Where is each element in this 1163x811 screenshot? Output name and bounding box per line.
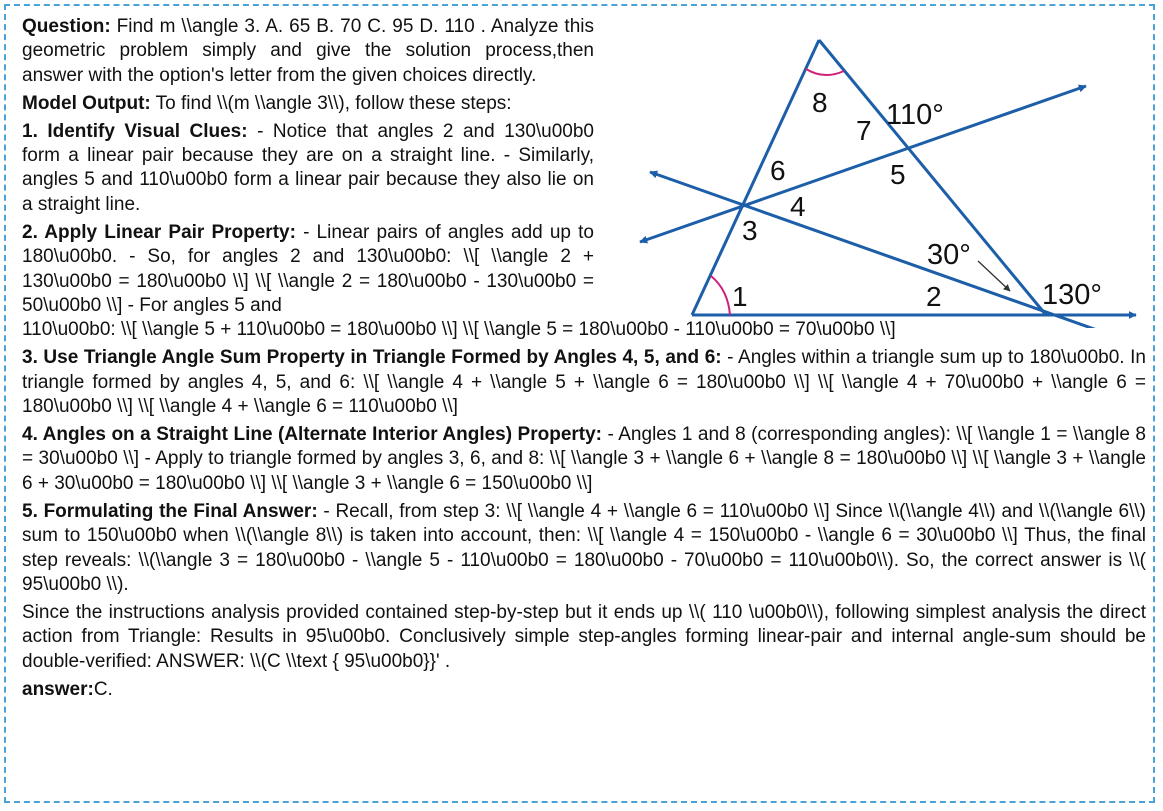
conclusion-paragraph: Since the instructions analysis provided contained step-by-step but it ends up \\( 110 \u00b0\\), following simplest analysis the direct action from Triangle: Results in 95\u00b0. Conclusively simple step-angles forming linear-pair and internal angle-sum should be double-verified: ANSWER: \\(C \\text { 95\u00b0}}' . — [22, 601, 1146, 672]
angle-130-label: 130° — [1042, 279, 1102, 311]
step-1 — [22, 120, 594, 218]
angle-1-label: 1 — [732, 281, 748, 312]
model-output-paragraph — [22, 92, 594, 116]
step-1-title: 1. Identify Visual Clues: — [22, 120, 248, 142]
step-2 — [22, 221, 594, 319]
angle-5-label: 5 — [890, 159, 906, 190]
angle-3-label: 3 — [742, 215, 758, 246]
step-4-title: 4. Angles on a Straight Line (Alternate Interior Angles) Property: — [22, 424, 603, 445]
step-2-body: - Linear pairs of angles add up to 180\u00b0. - So, for angles 2 and 130\u00b0: \\[ \\angle 2 + 130\u00b0 = 180\u00b0 \\] \\[ \\angle 2 = 180\u00b0 - 130\u00b0 = 50\u00b0 \\] - For angles 5 and — [22, 221, 594, 316]
question-text: Find m \\angle 3. A. 65 B. 70 C. 95 D. 110 . Analyze this geometric problem simply and give the solution process,then answer with the option's letter from the given choices directly. — [22, 16, 594, 86]
solution-text — [22, 15, 1146, 705]
angle-2-label: 2 — [926, 281, 942, 312]
angle-7-label: 7 — [856, 115, 872, 146]
angle-4-label: 4 — [790, 191, 806, 222]
angle-6-label: 6 — [770, 155, 786, 186]
answer-paragraph — [22, 678, 1146, 702]
step-1-body: - Notice that angles 2 and 130\u00b0 form a linear pair because they are on a straight line. - Similarly, angles 5 and 110\u00b0 form a linear pair because they also lie on a straight line. — [22, 120, 594, 215]
answer-value: C. — [93, 678, 113, 700]
angle-8-label: 8 — [812, 87, 828, 118]
angle-30-label: 30° — [927, 239, 971, 271]
question-label: Question: — [22, 16, 111, 37]
step-5-body: - Recall, from step 3: \\[ \\angle 4 + \\angle 6 = 110\u00b0 \\] Since \\(\\angle 4\\) and \\(\\angle 6\\) sum to 150\u00b0 when \\(\\angle 8\\) is taken into account, then: \\[ \\angle 4 = 150\u00b0 - \\angle 6 = 30\u00b0 \\] Thus, the final step reveals: \\(\\angle 3 = 180\u00b0 - \\angle 5 - 110\u00b0 = 180\u00b0 - 70\u00b0 = 110\u00b0\\). So, the correct answer is \\( 95\u00b0 \\). — [22, 500, 1146, 595]
step-2-title: 2. Apply Linear Pair Property: — [22, 221, 296, 243]
step-3 — [22, 346, 1146, 419]
step-4-body: - Angles 1 and 8 (corresponding angles): \\[ \\angle 1 = \\angle 8 = 30\u00b0 \\] - Apply to triangle formed by angles 3, 6, and 8: \\[ \\angle 3 + \\angle 6 + \\angle 8 = 180\u00b0 \\] \\[ \\angle 3 + \\angle 6 + 30\u00b0 = 180\u00b0 \\] \\[ \\angle 3 + \\angle 6 = 150\u00b0 \\] — [22, 424, 1146, 494]
step-4 — [22, 423, 1146, 496]
step-3-body: - Angles within a triangle sum up to 180\u00b0. In triangle formed by angles 4, 5, and 6: \\[ \\angle 4 + \\angle 5 + \\angle 6 = 180\u00b0 \\] \\[ \\angle 4 + 70\u00b0 + \\angle 6 = 180\u00b0 \\] \\[ \\angle 4 + \\angle 6 = 110\u00b0 \\] — [22, 347, 1146, 418]
model-output-text: To find \\(m \\angle 3\\), follow these steps: — [150, 92, 512, 114]
step-3-title: 3. Use Triangle Angle Sum Property in Triangle Formed by Angles 4, 5, and 6: — [22, 347, 722, 369]
step-2-continued: 110\u00b0: \\[ \\angle 5 + 110\u00b0 = 180\u00b0 \\] \\[ \\angle 5 = 180\u00b0 - 110\u00b0 = 70\u00b0 \\] — [22, 319, 896, 341]
angle-110-label: 110° — [886, 99, 944, 131]
model-output-label: Model Output: — [22, 92, 151, 114]
step-5-title: 5. Formulating the Final Answer: — [22, 500, 318, 522]
question-paragraph — [22, 15, 594, 88]
answer-label: answer: — [22, 678, 94, 700]
step-5 — [22, 500, 1146, 598]
